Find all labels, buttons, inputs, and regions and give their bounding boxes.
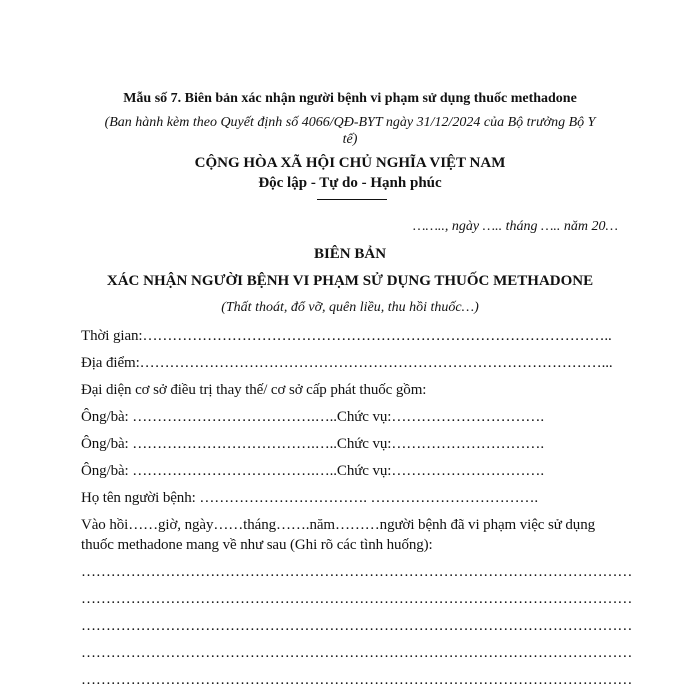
person-line: Ông/bà: ……………………………….…..Chức vụ:………………………….: [81, 436, 544, 452]
dotted-fill-line: …………………………………………………………………………………………………: [81, 618, 633, 634]
document-subnote: (Thất thoát, đổ vỡ, quên liều, thu hồi thuốc…): [221, 300, 479, 315]
motto-underline: [317, 199, 387, 200]
document-title: BIÊN BẢN: [313, 246, 387, 262]
country-name: CỘNG HÒA XÃ HỘI CHỦ NGHĨA VIỆT NAM: [194, 155, 506, 171]
patient-name-line: Họ tên người bệnh: ……………………………. …………………………….: [81, 490, 539, 506]
document-subtitle: XÁC NHẬN NGƯỜI BỆNH VI PHẠM SỬ DỤNG THUỐC METHADONE: [106, 273, 594, 289]
dotted-fill-line: …………………………………………………………………………………………………: [81, 591, 633, 607]
place-field-line: Địa điểm:…………………………………………………………………………………...: [81, 355, 613, 371]
dotted-fill-line: …………………………………………………………………………………………………: [81, 672, 633, 688]
time-field-line: Thời gian:…………………………………………………………………………………..: [81, 328, 612, 344]
form-header-note-line1: (Ban hành kèm theo Quyết định số 4066/QĐ-BYT ngày 31/12/2024 của Bộ trưởng Bộ Y: [104, 115, 596, 130]
violation-line-1: Vào hồi……giờ, ngày……tháng…….năm………người bệnh đã vi phạm việc sử dụng: [81, 517, 596, 533]
person-line: Ông/bà: ……………………………….…..Chức vụ:………………………….: [81, 463, 544, 479]
dotted-fill-line: …………………………………………………………………………………………………: [81, 564, 633, 580]
representative-heading: Đại diện cơ sở điều trị thay thế/ cơ sở cấp phát thuốc gồm:: [81, 382, 427, 398]
form-header-note-line2: tế): [342, 132, 358, 147]
national-motto: Độc lập - Tự do - Hạnh phúc: [258, 175, 442, 191]
violation-line-2: thuốc methadone mang về như sau (Ghi rõ các tình huống):: [81, 537, 433, 553]
person-line: Ông/bà: ……………………………….…..Chức vụ:………………………….: [81, 409, 544, 425]
form-header-title: Mẫu số 7. Biên bản xác nhận người bệnh vi phạm sử dụng thuốc methadone: [123, 91, 577, 106]
dotted-fill-line: …………………………………………………………………………………………………: [81, 645, 633, 661]
date-line: …….., ngày ….. tháng ….. năm 20…: [413, 219, 618, 234]
